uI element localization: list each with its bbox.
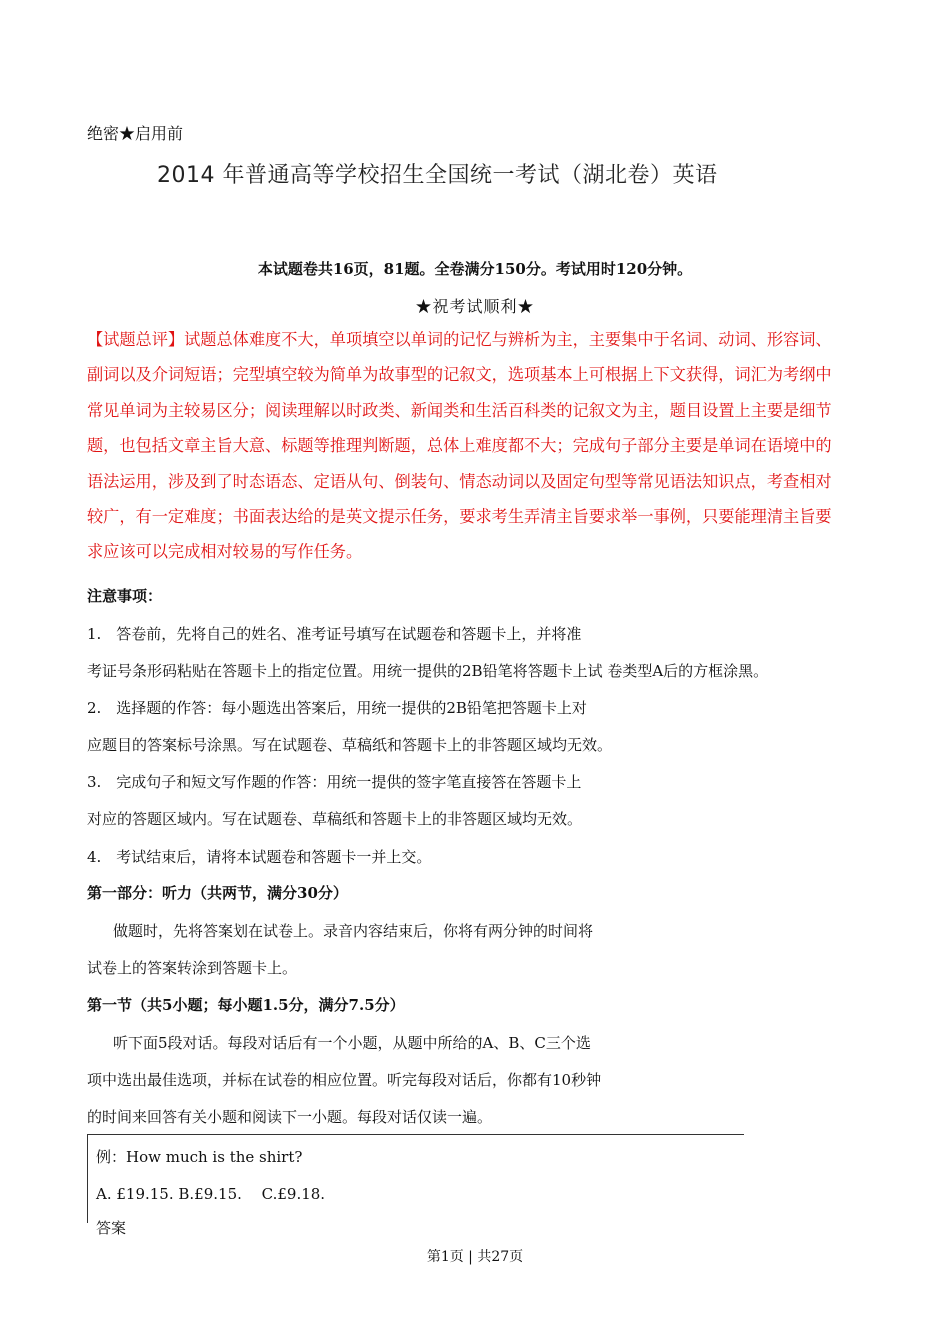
example-box (87, 1134, 744, 1237)
review-line: 求应该可以完成相对较易的写作任务。 (87, 542, 363, 562)
review-line: 语法运用，涉及到了时态语态、定语从句、倒装句、情态动词以及固定句型等常见语法知识点，考查相对 (87, 471, 832, 491)
note-line: 应题目的答案标号涂黑。写在试题卷、草稿纸和答题卡上的非答题区域均无效。 (87, 736, 613, 754)
section1-intro-line: 项中选出最佳选项，并标在试卷的相应位置。听完每段对话后，你都有10秒钟 (87, 1071, 602, 1089)
note-line: 1. 答卷前，先将自己的姓名、准考证号填写在试题卷和答题卡上，并将准 (87, 625, 582, 643)
review-line: 常见单词为主较易区分；阅读理解以时政类、新闻类和生活百科类的记叙文为主，题目设置上主要是细节 (87, 400, 832, 420)
part1-intro-line: 试卷上的答案转涂到答题卡上。 (87, 959, 298, 977)
example-question: 例：How much is the shirt? (96, 1148, 303, 1166)
section1-intro-line: 的时间来回答有关小题和阅读下一小题。每段对话仅读一遍。 (87, 1108, 493, 1126)
section1-heading: 第一节（共5小题；每小题1.5分，满分7.5分） (87, 996, 405, 1014)
example-options: A. £19.15. B.£9.15. C.£9.18. (96, 1185, 326, 1203)
classified-label: 绝密★启用前 (87, 124, 184, 143)
review-line: 较广，有一定难度；书面表达给的是英文提示任务，要求考生弄清主旨要求举一事例，只要能理清主旨要 (87, 507, 832, 527)
note-line: 2. 选择题的作答：每小题选出答案后，用统一提供的2B铅笔把答题卡上对 (87, 699, 587, 717)
blessing: ★祝考试顺利★ (415, 297, 535, 316)
section1-intro-line: 听下面5段对话。每段对话后有一个小题，从题中所给的A、B、C三个选 (113, 1034, 591, 1052)
part1-heading: 第一部分：听力（共两节，满分30分） (87, 884, 348, 902)
review-paragraph (87, 322, 877, 570)
exam-info: 本试题卷共16页，81题。全卷满分150分。考试用时120分钟。 (257, 260, 693, 278)
note-line: 3. 完成句子和短文写作题的作答：用统一提供的签字笔直接答在答题卡上 (87, 773, 582, 791)
example-answer-cut: 答案 (96, 1219, 127, 1237)
review-line: 【试题总评】试题总体难度不大，单项填空以单词的记忆与辨析为主，主要集中于名词、动词、形容词、 (87, 330, 832, 349)
note-line: 4. 考试结束后，请将本试题卷和答题卡一并上交。 (87, 848, 432, 866)
page-footer: 第1页 | 共27页 (426, 1249, 524, 1265)
notes-heading: 注意事项： (87, 587, 163, 605)
page-title: 2014 年普通高等学校招生全国统一考试（湖北卷）英语 (157, 163, 718, 188)
part1-intro-line: 做题时，先将答案划在试卷上。录音内容结束后，你将有两分钟的时间将 (113, 922, 594, 940)
review-line: 题，也包括文章主旨大意、标题等推理判断题，总体上难度都不大；完成句子部分主要是单词在语境中的 (87, 436, 832, 456)
review-line: 副词以及介词短语；完型填空较为简单为故事型的记叙文，选项基本上可根据上下文获得，词汇为考纲中 (87, 365, 832, 385)
note-line: 考证号条形码粘贴在答题卡上的指定位置。用统一提供的2B铅笔将答题卡上试 卷类型A后的方框涂黑。 (87, 662, 769, 680)
note-line: 对应的答题区域内。写在试题卷、草稿纸和答题卡上的非答题区域均无效。 (87, 810, 583, 828)
